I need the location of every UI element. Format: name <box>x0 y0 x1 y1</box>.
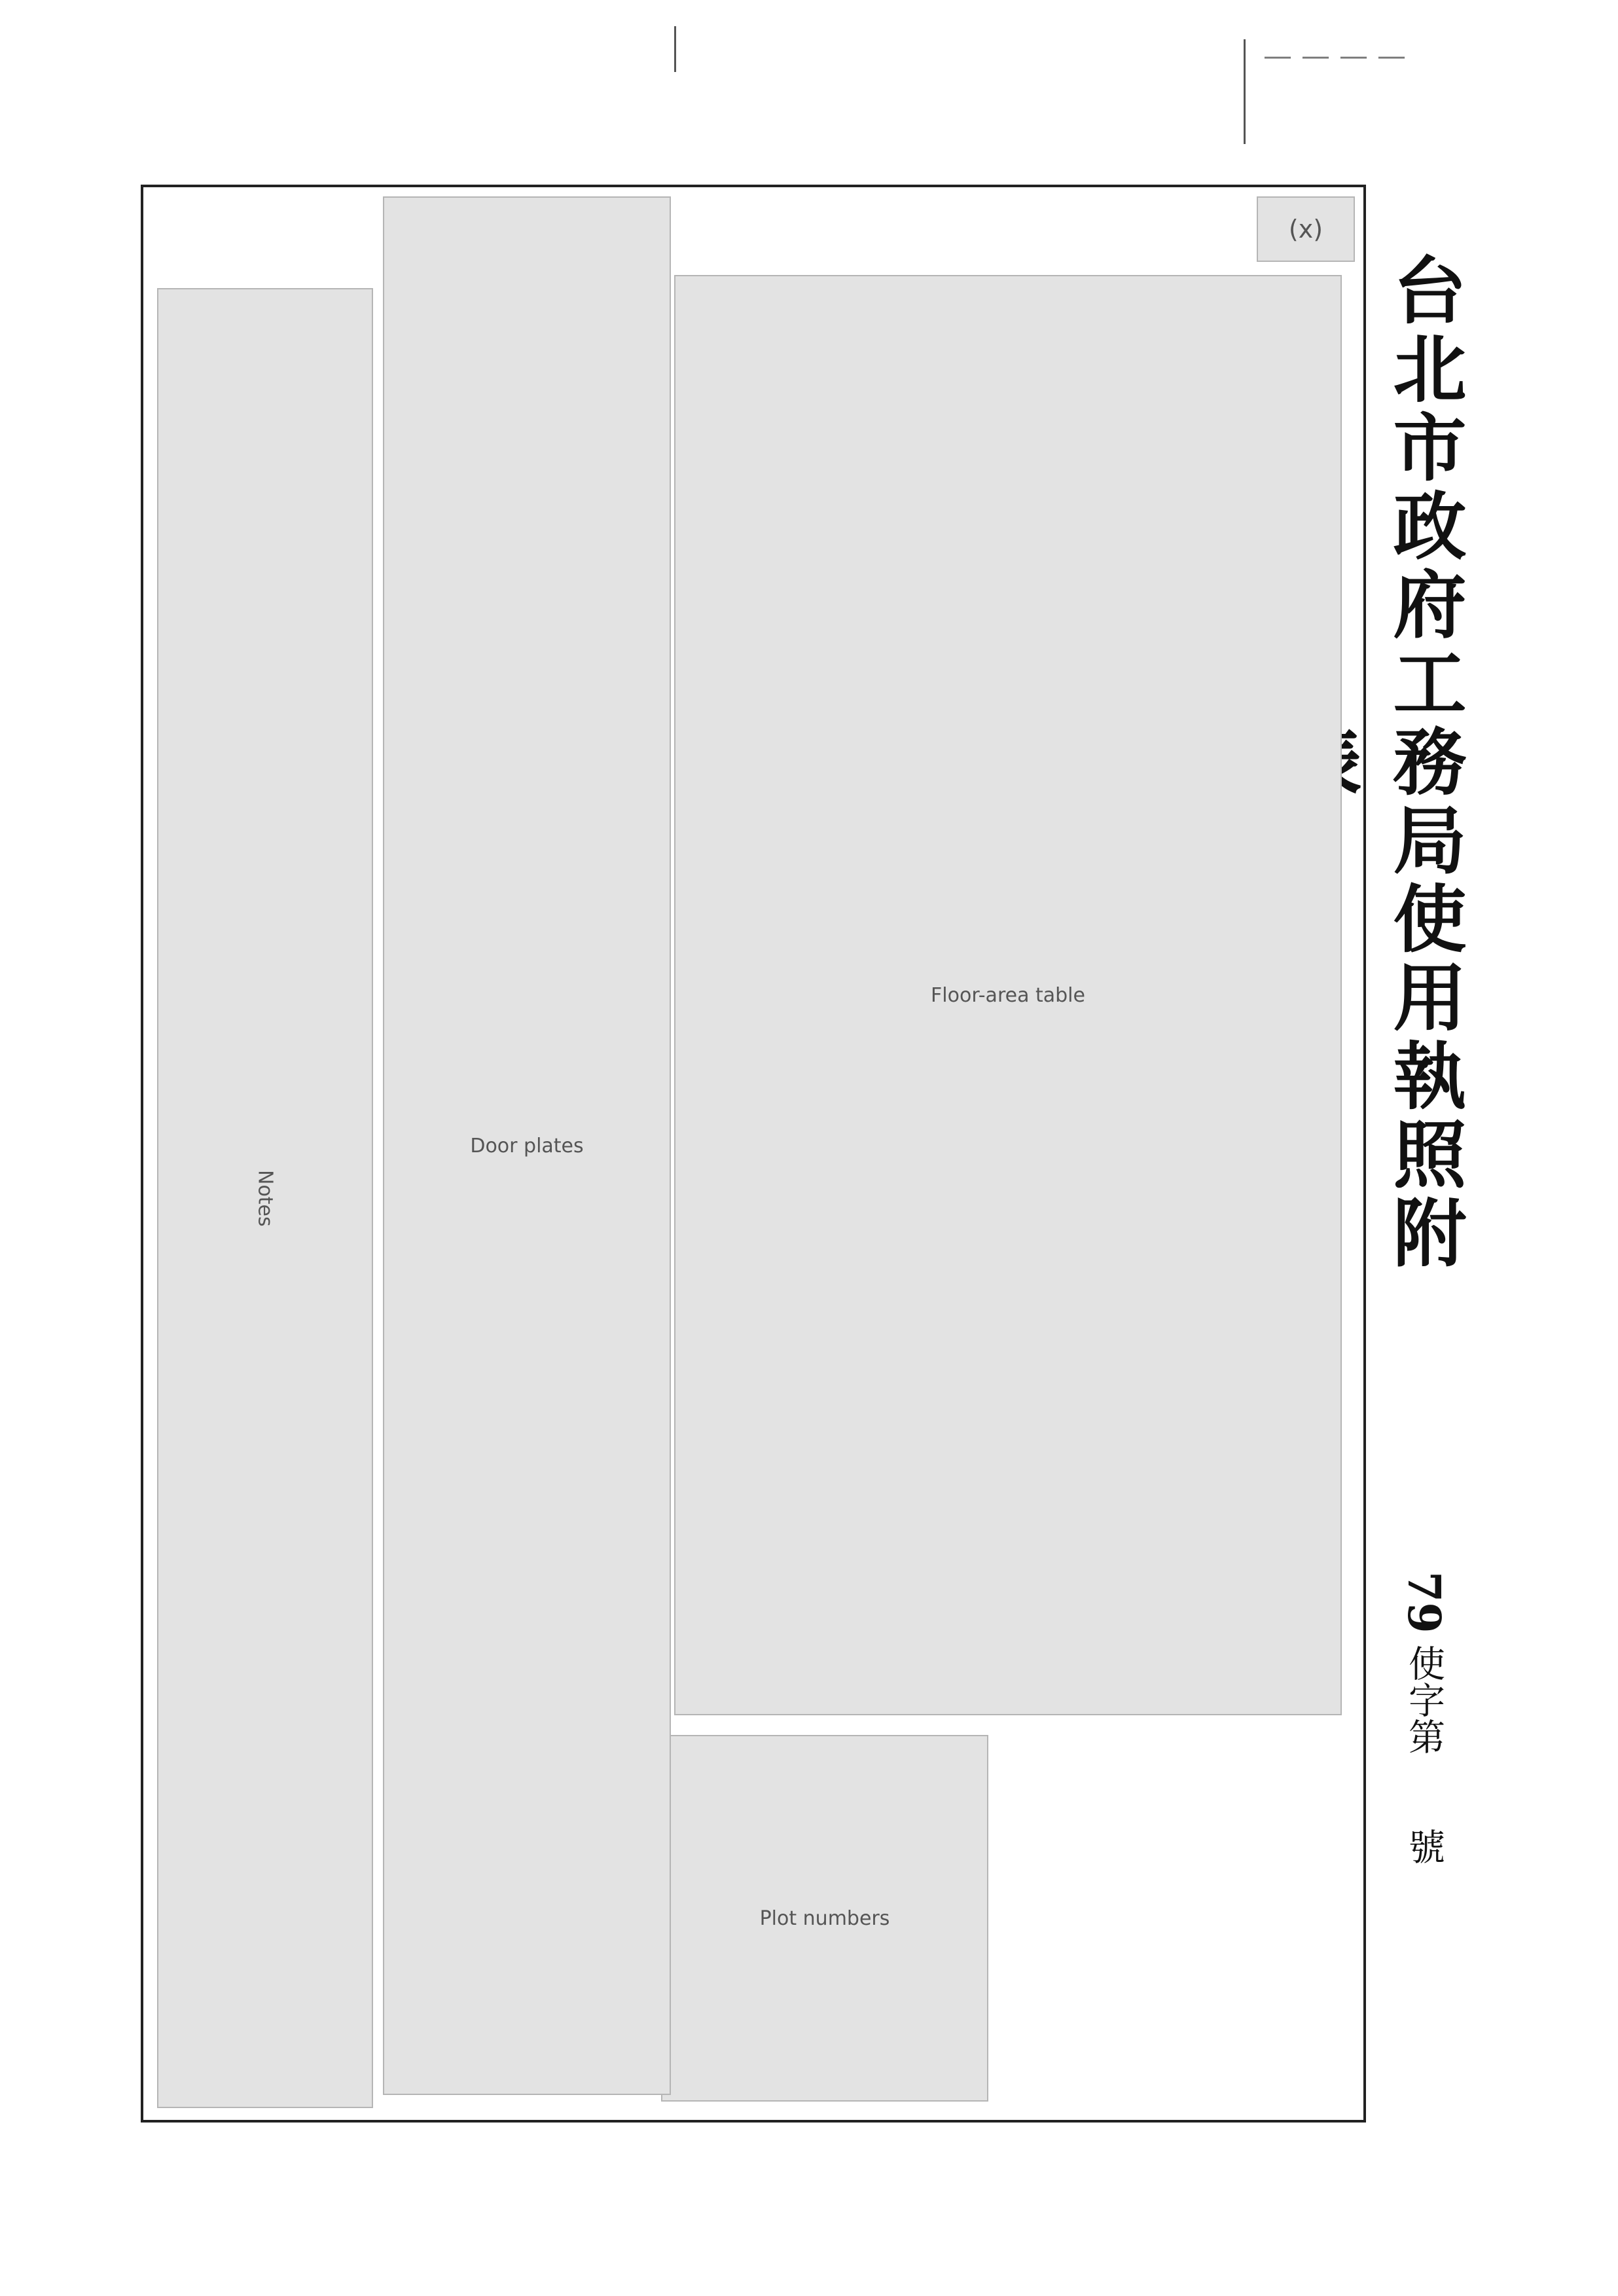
notes-placeholder: Notes <box>157 288 373 2108</box>
plot-numbers-placeholder: Plot numbers <box>661 1735 988 2102</box>
margin-mark <box>1244 39 1246 144</box>
area-table-placeholder: Floor-area table <box>674 275 1342 1715</box>
license-number <box>1371 1571 1476 2108</box>
door-plates-placeholder: Door plates <box>383 196 671 2095</box>
document-title: 台北市政府工務局使用執照附 <box>1381 252 1467 1273</box>
margin-mark <box>674 26 676 72</box>
scan-mark: — — — — <box>1263 39 1406 73</box>
license-number-value: 79 <box>1397 1571 1450 1633</box>
license-number-label: 使字第 號 <box>1403 1645 1445 1865</box>
stamp-mark: (x) <box>1257 196 1355 262</box>
